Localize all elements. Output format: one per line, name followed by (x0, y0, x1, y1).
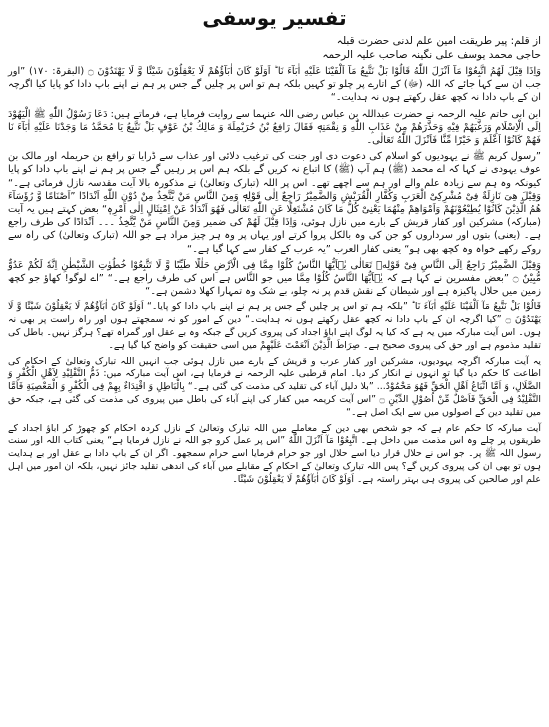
paragraph-2: ابن ابی حاتم علیہ الرحمہ نے حضرت عبداللہ بن عباس رضی اللہ عنہما سے روایت فرمایا ہے، فرماتے ہیں: دَعَا رَسُوْلُ اللّٰهِ ﷺ الْیَهُوْدَ اِلَی الْاِسْلَامِ وَرَغَّبَهُمْ فِیْهِ وَحَذَّرَهُمْ مِنْ عَذَابِ اللّٰهِ وَ نِقْمَتِهٖ فَقَالَ رَافِعُ بْنُ حُرَیْمِلَةَ وَ مَالِكُ بْنُ عَوْفٍ بَلْ نَتَّبِعُ یَا مُحَمَّدُ مَا وَجَدْنَا عَلَیْهِ اٰبَآءَ نَا فَهُمْ كَانُوْا اَعْلَمَ وَ خَیْرًا مِّنَّا فَاَنْزَلَ اللّٰهُ تَعَالٰی۔ (8, 108, 541, 147)
paragraph-3: ”رسول کریم ﷺ نے یہودیوں کو اسلام کی دعوت دی اور جنت کی ترغیب دلائی اور عذاب سے ڈرایا تو رافع بن حریملہ اور مالک بن عوف یہودی نے کہا کہ اے محمد (ﷺ) ہم آپ (ﷺ) کا اتباع نہ کریں گے بلکہ ہم اس پر رہیں گے جس پر ہم نے اپنے باپ دادا کو پایا کیونکہ وہ ہم سے زیادہ علم والے اور ہم سے اچھے تھے۔ اس پر اللہ (تبارک وتعالیٰ) نے مذکورہ بالا آیت مقدسہ نازل فرمائی ہے۔“ وَقِیْلَ هِیَ نَازِلَةٌ فِیْ مُشْرِكِیْ الْعَرَبِ وَكُفَّارِ الْقُرَیْشِ وَالضَّمِیْرُ رَاجِعٌ اِلٰی قَوْلِهٖ وَمِنَ النَّاسِ مَنْ یَّتَّخِذُ مِنْ دُوْنِ اللّٰهِ اَنْدَادًا ”اَصْنَامًا وَّ رُؤَسَآءَ هُمُ الَّذِیْنَ كَانُوْا یُطِیْعُوْنَهُمْ وَاَمْوَاهِمْ مِنْهُمَا یَعْنِیْ كُلُّ مَا كَانَ مُشْتَغِلًا عَنِ اللّٰهِ تَعَالٰی فَهُوَ اَنْدَادٌ عَنْ اِمْتِثَالٍ اِلٰی اَمْرِهٖ“ بعض کہتے ہیں یہ آیت (مبارکہ) مشرکین اور کفار قریش کے بارے میں نازل ہوئی، وَاِذَا قِیْلَ لَهُمْ کی ضمیر وَمِنَ النَّاسِ مَنْ یَّتَّخِذُ ۔۔۔ اَنْدَادًا کی طرف راجع ہے۔ (یعنی) بتوں اور سرداروں کو جن کی وہ بالکل پروا کرتے اور یہاں پر وہ ہر چیز مراد ہے جو اللہ (تبارک وتعالیٰ) کی راہ سے روکے رکھے خواہ وہ کچھ بھی ہو“ یعنی کفار العرب ”یہ عرب کے کفار سے کہا گیا ہے۔“ (8, 151, 541, 255)
page-title: تفسیر یوسفی (202, 6, 347, 30)
paragraph-1: وَاِذَا قِیْلَ لَهُمُ اتَّبِعُوْا مَآ اَنْزَلَ اللّٰهُ قَالُوْا بَلْ نَتَّبِعُ مَآ اَلْفَیْنَا عَلَیْهِ اٰبَآءَ نَا ؕ اَوَلَوْ كَانَ اٰبَآؤُهُمْ لَا یَعْقِلُوْنَ شَیْئًا وَّ لَا یَهْتَدُوْنَ ۝ (البقرۃ: ۱۷۰) ”اور جب ان سے کہا جائے کہ اللہ (ﷻ) کے اتارے پر چلو تو کہیں بلکہ ہم تو اس پر چلیں گے جس پر ہم نے اپنے باپ دادا کو پایا کیا اگرچہ ان کے باپ دادا نہ کچھ عقل رکھتے ہوں نہ ہدایت۔“ (8, 66, 541, 104)
paragraph-7: آیت مبارکہ کا حکم عام ہے کہ جو شخص بھی دین کے معاملے میں اللہ تبارک وتعالیٰ کے نازل کردہ احکام کو چھوڑ کر اباؤ اجداد کے طریقوں پر چلے وہ اس مذمت میں داخل ہے۔ اتَّبِعُوْا مَآ اَنْزَلَ اللّٰهُ ”اس پر عمل کرو جو اللہ نے نازل فرمایا ہے“ یعنی کتاب اللہ اور سنت رسول اللہ ﷺ پر۔ جو اس نے حلال قرار دیا اسے حلال اور جو حرام فرمایا اسے حرام سمجھو۔ اگر ان کے باپ دادا بے عقل اور بے ہدایت ہوں تو بھی ان کی پیروی کریں گے؟ پس اللہ تبارک وتعالیٰ کے احکام کے مقابلے میں آباء کی اندھی تقلید جائز نہیں، بلکہ ان امور میں اہل علم اور صالحین کی پیروی ہی بہتر راستہ ہے۔ اَوَلَوْ كَانَ اٰبَآؤُهُمْ لَا یَعْقِلُوْنَ شَیْئًا۔ (8, 422, 541, 485)
paragraph-6: یہ آیت مبارکہ اگرچہ یہودیوں، مشرکین اور کفار عرب و قریش کے بارے میں نازل ہوئی جب انہیں اللہ تبارک وتعالیٰ کے احکام کی اطاعت کا حکم دیا گیا تو انہوں نے انکار کر دیا۔ امام قرطبی علیہ الرحمہ نے فرمایا ہے، اس آیت مبارکہ میں: ذَمُّ التَّقْلِیْدِ لِاَهْلِ الْكُفْرِ وَ الضَّلَالِ، وَ اَمَّا اتِّبَاعُ اَهْلِ الْحَقِّ فَهُوَ مَحْمُوْدٌ... ”بلا دلیل آباء کی تقلید کی مذمت کی گئی ہے۔“ بِالْبَاطِلِ وَ اقْتِدَاءٌ بِهِمْ فِی الْكُفْرِ وَ الْمَعْصِیَةِ فَاَمَّا التَّقْلِیْدُ فِی الْحَقِّ فَاَصْلٌ مِّنْ اُصُوْلِ الدِّیْنِ ۝ ”اس آیت کریمہ میں کفار کی اپنے آباء کی باطل میں پیروی کی مذمت کی گئی ہے، جبکہ حق میں تقلید دین کے اصولوں میں سے ایک اصل ہے۔“ (8, 355, 541, 418)
paragraph-4: وَقِیْلَ الضَّمِیْرُ رَاجِعٌ اِلَی النَّاسِ فِیْ قَوْلِهٖ تَعَالٰی یٰۤاَیُّهَا النَّاسُ كُلُوْا مِمَّا فِی الْاَرْضِ حَلٰلًا طَیِّبًا وَّ لَا تَتَّبِعُوْا خُطُوٰتِ الشَّیْطٰنِ اِنَّهٗ لَكُمْ عَدُوٌّ مُّبِیْنٌ ۝ ”بعض مفسرین نے کہا ہے کہ یٰۤاَیُّهَا النَّاسُ كُلُوْا مِمَّا میں جو النَّاس ہے اس کی طرف راجع ہے۔“ ”اے لوگو! کھاؤ جو کچھ زمین میں حلال پاکیزہ ہے اور شیطان کے نقش قدم پر نہ چلو، بے شک وہ تمہارا کھلا دشمن ہے۔“ (8, 259, 541, 298)
author-line-1: از قلم: پیر طریقت امین علم لدنی حضرت قبلہ (336, 35, 541, 47)
paragraph-5: قَالُوْا بَلْ نَتَّبِعُ مَآ اَلْفَیْنَا عَلَیْهِ اٰبَآءَ نَا ؕ ”بلکہ ہم تو اس پر چلیں گے جس پر ہم نے اپنے باپ دادا کو پایا۔“ اَوَلَوْ كَانَ اٰبَآؤُهُمْ لَا یَعْقِلُوْنَ شَیْئًا وَّ لَا یَهْتَدُوْنَ ۝ ”کیا اگرچہ ان کے باپ دادا نہ کچھ عقل رکھتے ہوں نہ ہدایت۔“ دین کے امور کو نہ سمجھتے ہوں اور راہ راست پر بھی نہ ہوں۔ اس آیت مبارکہ میں یہ ہے کہ کیا یہ لوگ اپنے اباؤ اجداد کی پیروی کریں گے جبکہ وہ بے عقل اور گمراہ تھے؟ ہرگز نہیں۔ باطل کی تقلید مذموم ہے اور حق کی پیروی صحیح ہے۔ صِرَاطَ الَّذِیْنَ اَنْعَمْتَ عَلَیْهِمْ میں اسی حقیقت کو واضح کیا گیا ہے۔ (8, 301, 541, 351)
author-line-2: حاجی محمد یوسف علی نگینہ صاحب علیہ الرحمہ (322, 49, 541, 61)
